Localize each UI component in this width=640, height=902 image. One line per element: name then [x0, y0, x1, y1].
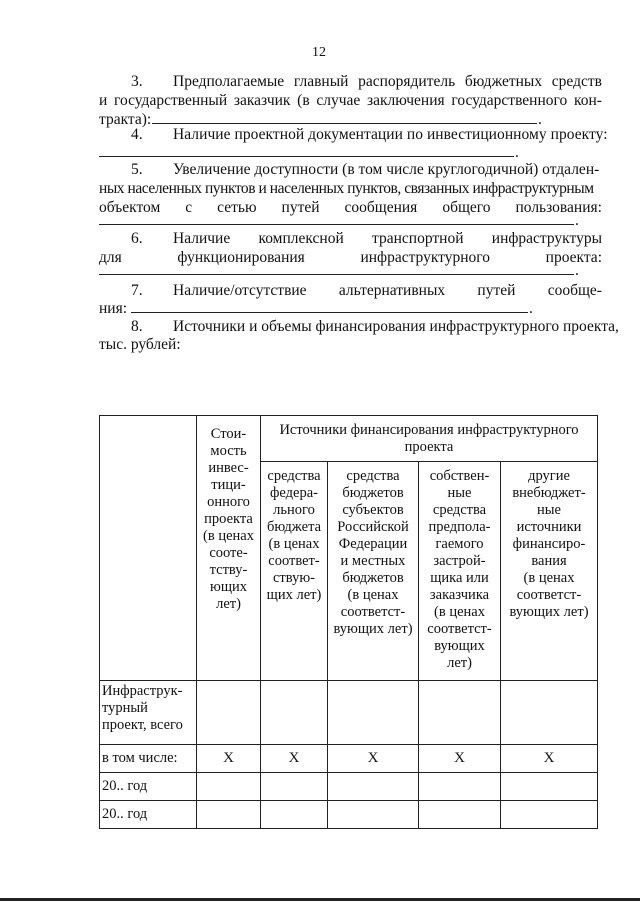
word: заказчик [233, 92, 291, 109]
word: и [99, 92, 108, 109]
item-3-number: 3. [131, 73, 143, 90]
table-cell [261, 801, 328, 829]
table-row-label: 20.. год [100, 773, 197, 801]
item-6-number: 6. [131, 230, 143, 247]
page-number: 12 [312, 45, 326, 60]
item-6-line-2 [99, 248, 602, 267]
word: заключения [366, 92, 445, 109]
word: комплексной [258, 230, 344, 247]
word: объектом [99, 199, 161, 216]
word: для [99, 249, 122, 266]
item-7-line-2-start: ния: [99, 300, 128, 317]
table-cell [328, 773, 419, 801]
word: Наличие [173, 230, 231, 247]
item-5-line-2: ных населенных пунктов и населенных пунктов, связанных инфраструктурным [99, 180, 594, 197]
word: кон- [573, 92, 602, 109]
item-3-line-2 [99, 91, 602, 110]
table-row [100, 681, 598, 745]
table-cell [197, 773, 261, 801]
table-row-label: 20.. год [100, 801, 197, 829]
table-cell [261, 773, 328, 801]
item-5-blank-line [99, 224, 574, 225]
table-row-label: Инфраструк- турный проект, всего [100, 681, 197, 745]
word: функционирования [177, 249, 305, 266]
word: инфраструктурного [360, 249, 491, 266]
item-8-number: 8. [131, 318, 143, 335]
word: Предполагаемые [173, 73, 285, 90]
table-header-sources: Источники финансирования инфраструктурного проекта [261, 416, 598, 462]
word: сообщения [344, 199, 418, 216]
table-cell [328, 681, 419, 745]
word: общего [442, 199, 491, 216]
table-row [100, 773, 598, 801]
item-3-line-3-start: тракта): [99, 111, 152, 128]
table-row [100, 745, 598, 773]
table-cell: X [501, 745, 598, 773]
item-7-line-1 [173, 281, 602, 300]
table-cell [501, 801, 598, 829]
table-subheader-federal: средства федера- льного бюджета (в ценах соответ- ствую- щих лет) [261, 462, 328, 681]
table-cell [197, 681, 261, 745]
word: главный [293, 73, 349, 90]
word: государственного [451, 92, 568, 109]
table-cell: X [328, 745, 419, 773]
table-subheader-own-funds: собствен- ные средства предпола- гаемого застрой- щика или заказчика (в ценах соответст- вующих лет) [419, 462, 501, 681]
item-5-line-1: Увеличение доступности (в том числе круглогодичной) отдален- [173, 161, 600, 178]
table-cell: X [197, 745, 261, 773]
item-7-blank-line [131, 312, 528, 313]
item-7-line-2-end: . [529, 300, 533, 317]
item-3-blank-line [152, 123, 537, 124]
item-6-blank-line [99, 274, 574, 275]
table-header-cost: Стои- мость инвес- тици- онного проекта (в ценах сооте- тству- ющих лет) [197, 416, 261, 681]
item-8-line-2: тыс. рублей: [99, 336, 181, 353]
table-header-blank [100, 416, 197, 681]
table-cell [501, 773, 598, 801]
table-cell [419, 773, 501, 801]
item-4-blank-line [99, 156, 514, 157]
word: пользования: [515, 199, 602, 216]
word: бюджетных [464, 73, 543, 90]
table-cell [419, 801, 501, 829]
word: путей [477, 282, 516, 299]
table-row-label: в том числе: [100, 745, 197, 773]
table-cell: X [261, 745, 328, 773]
word: сообще- [547, 282, 602, 299]
item-4-line-2-end: . [515, 144, 519, 161]
item-5-number: 5. [131, 161, 143, 178]
table-cell [501, 681, 598, 745]
word: проекта: [545, 249, 602, 266]
item-4-line-1: Наличие проектной документации по инвестиционному проекту: [173, 126, 608, 143]
table-cell [419, 681, 501, 745]
item-3-line-3-end: . [538, 111, 542, 128]
word: случае [316, 92, 361, 109]
word: альтернативных [338, 282, 446, 299]
item-6-line-3-end: . [575, 262, 579, 279]
table-cell [197, 801, 261, 829]
table-cell [261, 681, 328, 745]
word: (в [297, 92, 310, 109]
item-7-number: 7. [131, 282, 143, 299]
table-cell: X [419, 745, 501, 773]
word: Наличие/отсутствие [173, 282, 307, 299]
word: государственный [114, 92, 228, 109]
table-cell [328, 801, 419, 829]
item-6-line-1 [173, 229, 602, 248]
page-bottom-border [0, 898, 640, 901]
item-4-number: 4. [131, 126, 143, 143]
word: транспортной [372, 230, 464, 247]
table-subheader-other: другие внебюджет- ные источники финансиро- вания (в ценах соответст- вующих лет) [501, 462, 598, 681]
table-row [100, 801, 598, 829]
word: путей [281, 199, 320, 216]
word: сетью [217, 199, 257, 216]
financing-table [99, 415, 598, 829]
word: распорядитель [358, 73, 456, 90]
table-subheader-regional: средства бюджетов субъектов Российской Федерации и местных бюджетов (в ценах соответст- вующих лет) [328, 462, 419, 681]
item-5-line-3 [99, 198, 602, 217]
item-5-line-4-end: . [575, 212, 579, 229]
word: средств [551, 73, 602, 90]
word: с [185, 199, 193, 216]
item-8-line-1: Источники и объемы финансирования инфраструктурного проекта, [173, 318, 619, 335]
item-3-line-1 [173, 72, 602, 91]
word: инфраструктуры [491, 230, 602, 247]
